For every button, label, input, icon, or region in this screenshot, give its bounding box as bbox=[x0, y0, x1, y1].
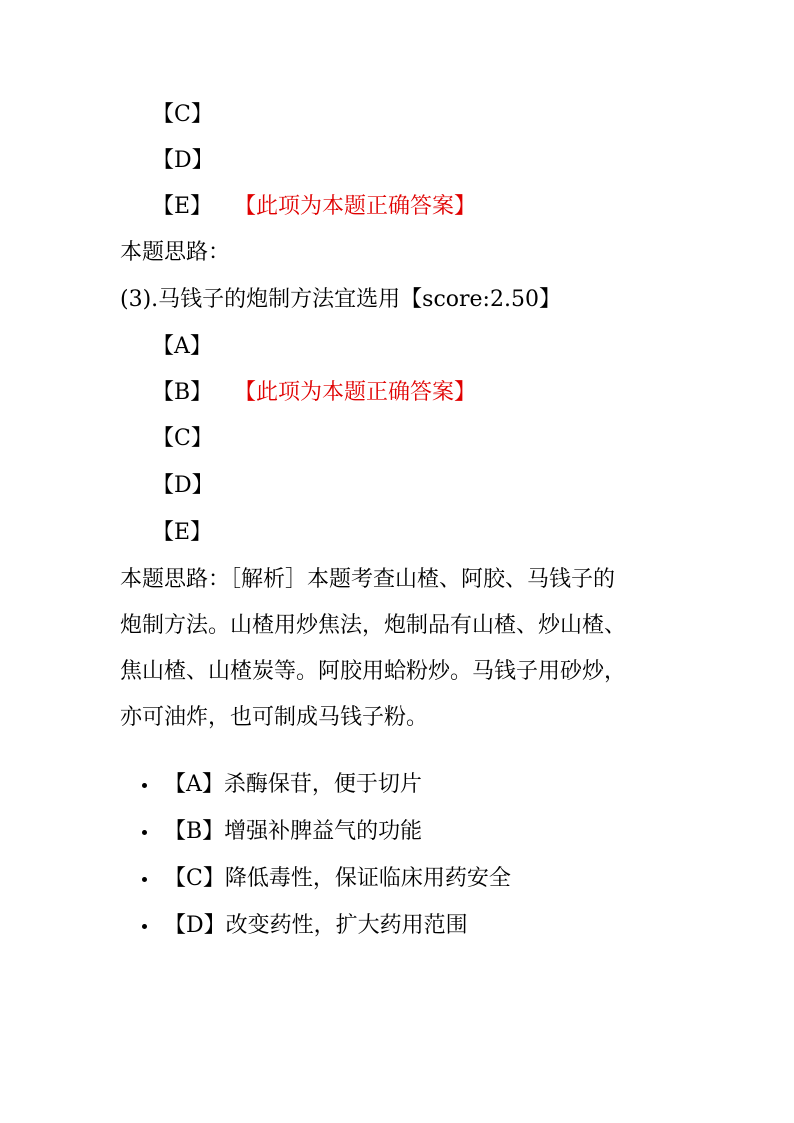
q2-thinking: 本题思路： bbox=[120, 240, 231, 265]
list-item-text: 【B】增强补脾益气的功能 bbox=[164, 819, 423, 844]
q3-option-d bbox=[152, 471, 214, 501]
list-item-text: 【C】降低毒性，保证临床用药安全 bbox=[164, 866, 511, 891]
q2-option-e bbox=[152, 192, 477, 222]
q3-explanation-line-2: 炮制方法。山楂用炒焦法，炮制品有山楂、炒山楂、 bbox=[120, 613, 627, 638]
option-label: 【A】 bbox=[152, 334, 212, 359]
option-label: 【D】 bbox=[152, 148, 214, 173]
bullet-icon bbox=[142, 877, 147, 882]
bullet-icon bbox=[142, 783, 147, 788]
q2-option-c bbox=[152, 100, 213, 130]
option-label: 【C】 bbox=[152, 426, 213, 451]
correct-answer-marker: 【此项为本题正确答案】 bbox=[234, 380, 477, 405]
q3-option-c bbox=[152, 424, 213, 454]
q3-question: (3).马钱子的炮制方法宜选用【score:2.50】 bbox=[120, 287, 561, 312]
q2-option-d bbox=[152, 146, 214, 176]
option-label: 【E】 bbox=[152, 520, 213, 545]
q3-explanation-line-3: 焦山楂、山楂炭等。阿胶用蛤粉炒。马钱子用砂炒， bbox=[120, 659, 627, 684]
list-item-text: 【D】改变药性，扩大药用范围 bbox=[164, 913, 468, 938]
list-item-text: 【A】杀酶保苷，便于切片 bbox=[164, 772, 422, 797]
q3-explanation-line-4: 亦可油炸，也可制成马钱子粉。 bbox=[120, 705, 429, 730]
option-label: 【B】 bbox=[152, 380, 213, 405]
q3-option-a bbox=[152, 332, 212, 362]
q3-option-b bbox=[152, 378, 477, 408]
option-label: 【D】 bbox=[152, 473, 214, 498]
option-label: 【C】 bbox=[152, 102, 213, 127]
q3-option-e bbox=[152, 518, 212, 548]
correct-answer-marker: 【此项为本题正确答案】 bbox=[234, 194, 477, 219]
option-label: 【E】 bbox=[152, 194, 213, 219]
bullet-icon bbox=[142, 830, 147, 835]
q3-explanation-line-1: 本题思路：［解析］本题考查山楂、阿胶、马钱子的 bbox=[120, 567, 616, 592]
bullet-icon bbox=[142, 924, 147, 929]
